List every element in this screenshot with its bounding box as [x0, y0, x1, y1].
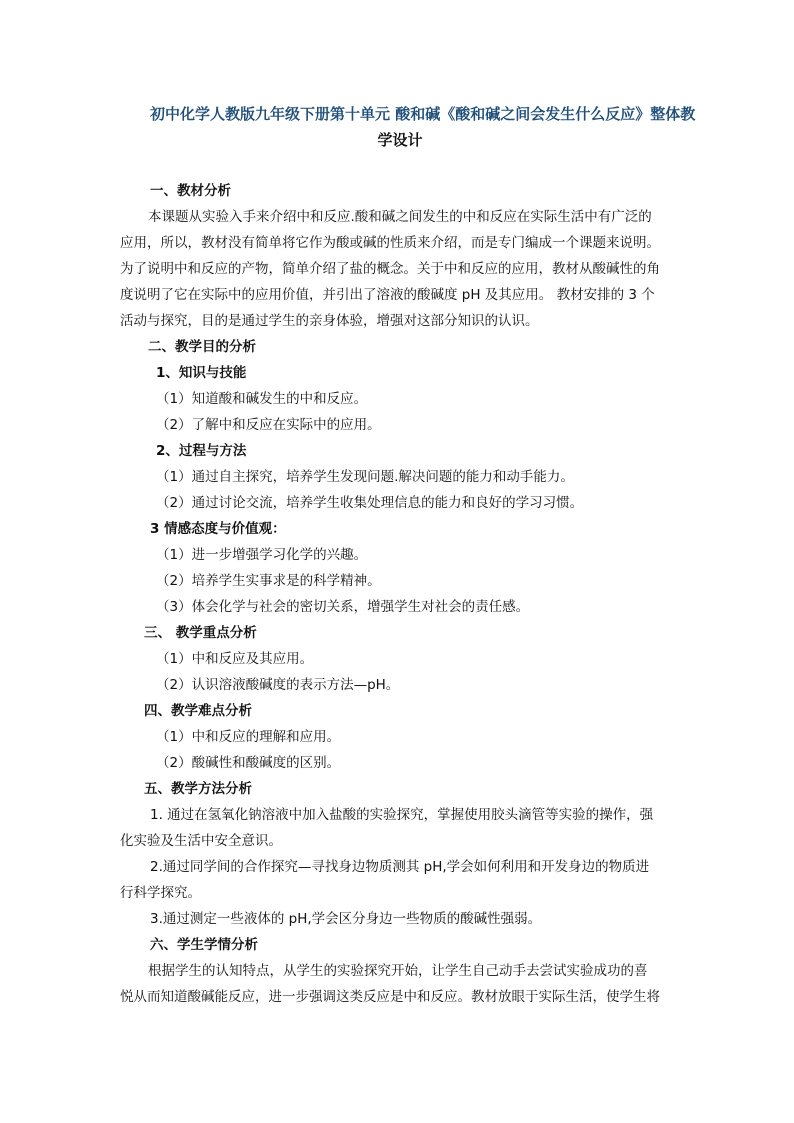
subheading-knowledge-skills: 1、知识与技能: [156, 365, 247, 381]
list-item: （1）知道酸和碱发生的中和反应。: [156, 391, 368, 407]
title-line-2: 学设计: [377, 131, 423, 149]
list-item: （1）中和反应的理解和应用。: [156, 729, 341, 745]
section-heading-student-analysis: 六、学生学情分析: [150, 937, 258, 953]
list-item: （3）体会化学与社会的密切关系，增强学生对社会的责任感。: [156, 599, 530, 615]
paragraph-line: 为了说明中和反应的产物，简单介绍了盐的概念。关于中和反应的应用，教材从酸碱性的角: [120, 261, 660, 277]
list-item: （2）认识溶液酸碱度的表示方法—pH。: [156, 677, 400, 693]
document-body: [120, 178, 680, 1010]
subheading-emotion-values: 3 情感态度与价值观：: [150, 521, 286, 537]
section-heading-teaching-goals: 二、教学目的分析: [148, 339, 256, 355]
paragraph-line: 化实验及生活中安全意识。: [120, 833, 282, 849]
document-title: [150, 101, 696, 153]
list-item: （1）进一步增强学习化学的兴趣。: [156, 547, 368, 563]
section-heading-key-points: 三、 教学重点分析: [144, 625, 257, 641]
list-item: （2）了解中和反应在实际中的应用。: [156, 417, 381, 433]
list-item: （1）通过自主探究，培养学生发现问题.解决问题的能力和动手能力。: [156, 469, 574, 485]
list-item: （2）通过讨论交流，培养学生收集处理信息的能力和良好的学习习惯。: [156, 495, 584, 511]
paragraph-line: 1. 通过在氢氧化钠溶液中加入盐酸的实验探究，掌握使用胶头滴管等实验的操作，强: [150, 807, 654, 823]
list-item: （2）酸碱性和酸碱度的区别。: [156, 755, 341, 771]
paragraph-line: 应用，所以，教材没有简单将它作为酸或碱的性质来介绍，而是专门编成一个课题来说明。: [120, 235, 660, 251]
paragraph-line: 行科学探究。: [120, 885, 201, 901]
list-item: （1）中和反应及其应用。: [156, 651, 314, 667]
paragraph-line: 悦从而知道酸碱能反应，进一步强调这类反应是中和反应。教材放眼于实际生活，使学生将: [120, 989, 660, 1005]
section-heading-teaching-methods: 五、教学方法分析: [144, 781, 252, 797]
paragraph-line: 度说明了它在实际中的应用价值，并引出了溶液的酸碱度 pH 及其应用。 教材安排的 3 个: [120, 287, 655, 303]
subheading-process-method: 2、过程与方法: [156, 443, 247, 459]
list-item: （2）培养学生实事求是的科学精神。: [156, 573, 381, 589]
paragraph-line: 2.通过同学间的合作探究—寻找身边物质测其 pH,学会如何利用和开发身边的物质进: [150, 859, 650, 875]
paragraph-line: 3.通过测定一些液体的 pH,学会区分身边一些物质的酸碱性强弱。: [150, 911, 542, 927]
paragraph-line: 本课题从实验入手来介绍中和反应.酸和碱之间发生的中和反应在实际生活中有广泛的: [148, 209, 652, 225]
section-heading-textbook-analysis: 一、教材分析: [150, 183, 231, 199]
section-heading-difficult-points: 四、教学难点分析: [144, 703, 252, 719]
paragraph-line: 活动与探究，目的是通过学生的亲身体验，增强对这部分知识的认识。: [120, 313, 539, 329]
paragraph-line: 根据学生的认知特点，从学生的实验探究开始，让学生自己动手去尝试实验成功的喜: [148, 963, 648, 979]
title-line-1: 初中化学人教版九年级下册第十单元 酸和碱《酸和碱之间会发生什么反应》整体教: [150, 105, 696, 123]
